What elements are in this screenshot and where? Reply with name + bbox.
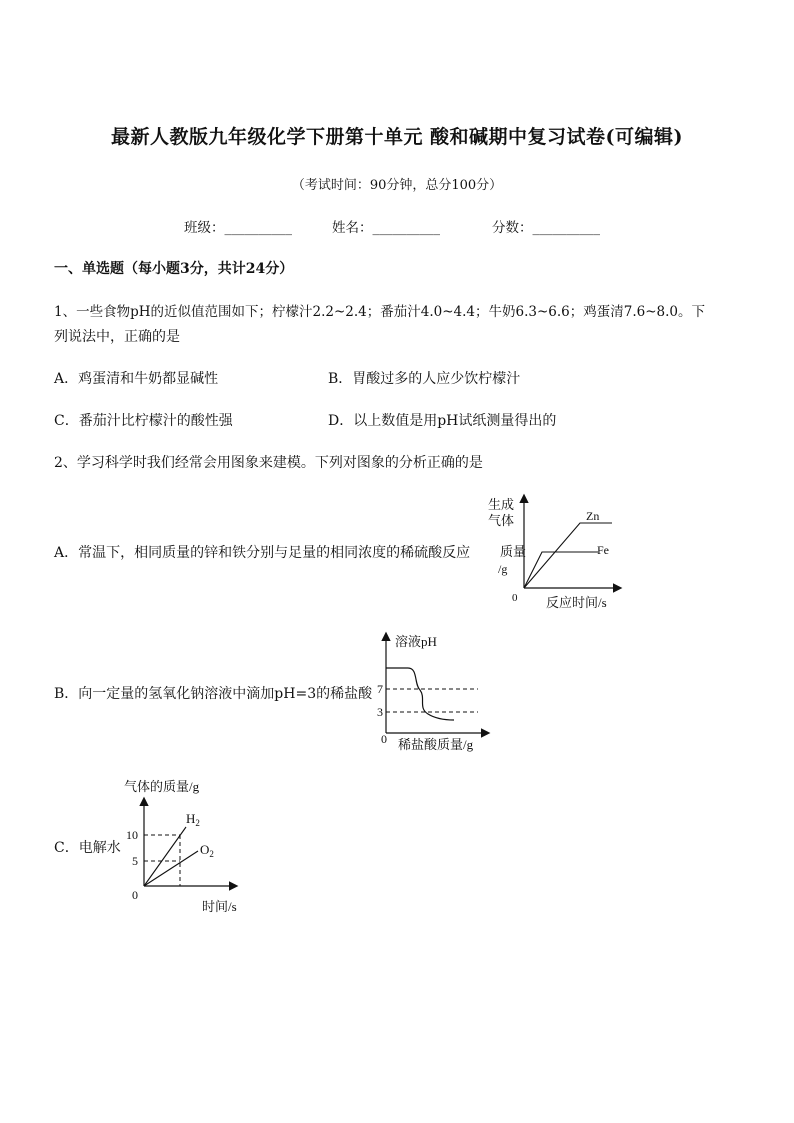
q2-stem: 2、学习科学时我们经常会用图象来建模。下列对图象的分析正确的是 bbox=[54, 455, 483, 471]
class-label: 班级： bbox=[184, 220, 225, 236]
q1-option-c: C．番茄汁比柠檬汁的酸性强 bbox=[54, 413, 233, 429]
graph-b-ylabel: 溶液pH bbox=[395, 634, 437, 649]
graph-a-ylabel-3: 质量 bbox=[500, 544, 527, 559]
graph-a-zn-line bbox=[524, 552, 598, 588]
q1-option-b: B．胃酸过多的人应少饮柠檬汁 bbox=[328, 371, 521, 387]
graph-a-xlabel: 反应时间/s bbox=[546, 595, 607, 610]
q2-option-a: A．常温下，相同质量的锌和铁分别与足量的相同浓度的稀硫酸反应 bbox=[54, 545, 471, 561]
graph-b-tick-7: 7 bbox=[377, 682, 383, 696]
class-field bbox=[184, 216, 292, 236]
graph-a-zn-label: Zn bbox=[586, 509, 600, 523]
q1-stem-line2: 列说法中，正确的是 bbox=[54, 329, 180, 345]
graph-c-h2-label: $H_2$ bbox=[186, 811, 200, 828]
class-blank: __________ bbox=[224, 220, 292, 236]
q2-option-b: B．向一定量的氢氧化钠溶液中滴加pH=3的稀盐酸 bbox=[54, 686, 373, 702]
graph-c-o2-line bbox=[144, 851, 198, 886]
name-label: 姓名： bbox=[332, 220, 373, 236]
graph-a-ylabel-4: /g bbox=[498, 562, 508, 576]
graph-c-tick-10: 10 bbox=[126, 828, 138, 842]
graph-a-origin: 0 bbox=[512, 592, 518, 604]
graph-a-ylabel-2: 气体 bbox=[488, 513, 515, 528]
graph-c-xlabel: 时间/s bbox=[202, 899, 237, 914]
q1-option-a: A．鸡蛋清和牛奶都显碱性 bbox=[54, 371, 219, 387]
exam-info: （考试时间：90分钟，总分100分） bbox=[291, 178, 503, 193]
q2-option-c: C．电解水 bbox=[54, 840, 121, 856]
graph-a-fe-label: Fe bbox=[597, 543, 609, 557]
graph-b-tick-3: 3 bbox=[377, 705, 383, 719]
name-blank: __________ bbox=[372, 220, 440, 236]
q1-stem-line1: 1、一些食物pH的近似值范围如下；柠檬汁2.2~2.4；番茄汁4.0~4.4；牛奶6.3~6.6；鸡蛋清7.6~8.0。下 bbox=[54, 304, 706, 320]
graph-a bbox=[480, 490, 640, 615]
graph-c-o2-label: $O_2$ bbox=[200, 842, 214, 859]
graph-a-ylabel-1: 生成 bbox=[488, 497, 515, 512]
graph-b-origin: 0 bbox=[381, 732, 387, 746]
graph-c-tick-5: 5 bbox=[132, 854, 138, 868]
name-field bbox=[332, 216, 440, 236]
graph-b-xlabel: 稀盐酸质量/g bbox=[398, 737, 474, 752]
graph-c-ylabel: 气体的质量/g bbox=[124, 779, 200, 794]
score-field bbox=[492, 216, 600, 236]
graph-c bbox=[120, 775, 260, 915]
score-blank: __________ bbox=[532, 220, 600, 236]
q1-option-d: D．以上数值是用pH试纸测量得出的 bbox=[328, 413, 557, 429]
graph-c-origin: 0 bbox=[132, 888, 138, 902]
graph-b bbox=[364, 628, 494, 758]
page-title: 最新人教版九年级化学下册第十单元 酸和碱期中复习试卷(可编辑) bbox=[110, 126, 684, 148]
section-heading: 一、单选题（每小题3分，共计24分） bbox=[54, 261, 294, 277]
score-label: 分数： bbox=[492, 220, 533, 236]
